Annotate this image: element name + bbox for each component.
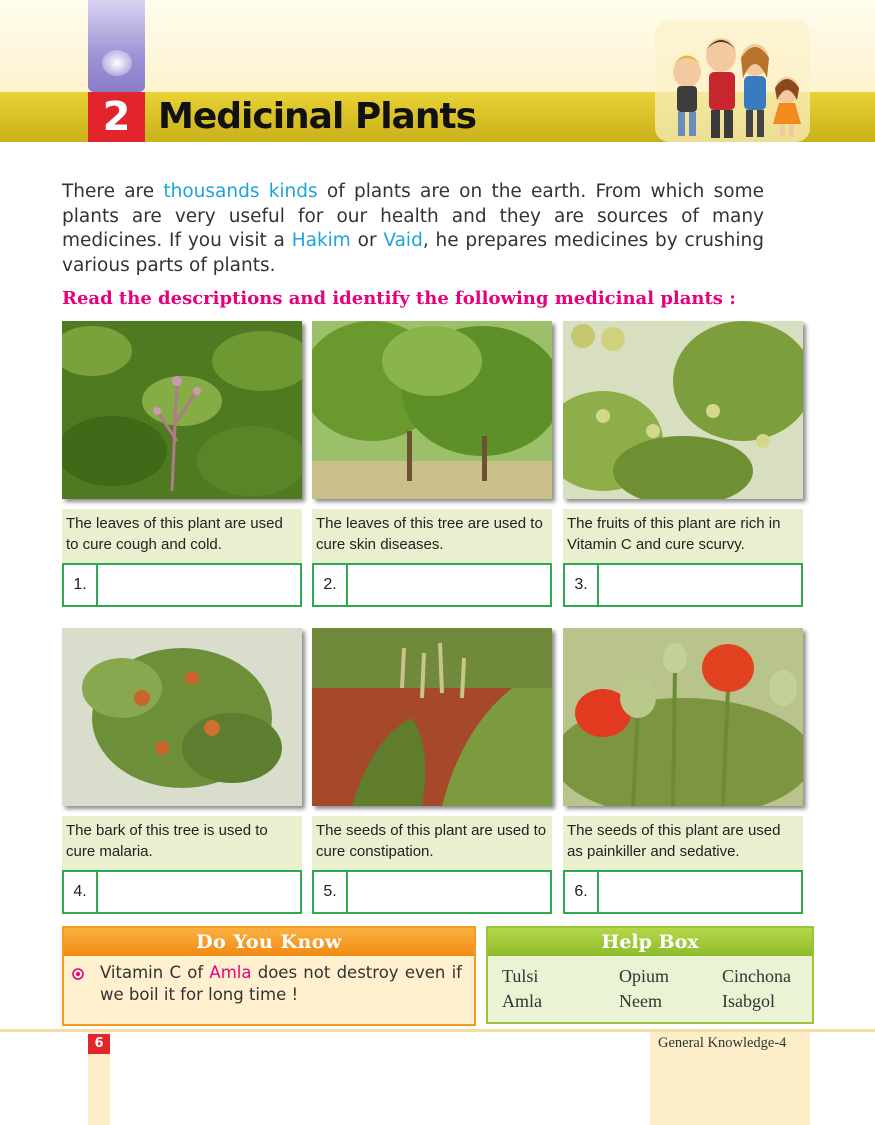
help-word-amla: Amla xyxy=(502,991,542,1011)
cinchona-photo xyxy=(62,628,302,806)
help-box xyxy=(486,926,814,1024)
help-box-title: Help Box xyxy=(488,928,812,956)
dyk-highlight-amla: Amla xyxy=(209,963,252,982)
do-you-know-title: Do You Know xyxy=(64,928,474,956)
do-you-know-text xyxy=(100,962,462,1006)
plant-description-3: The fruits of this plant are rich in Vitamin C and cure scurvy. xyxy=(563,509,803,567)
help-word-tulsi: Tulsi xyxy=(502,966,539,986)
opium-poppy-photo xyxy=(563,628,803,806)
answer-box-3[interactable] xyxy=(563,563,803,607)
tulsi-photo xyxy=(62,321,302,499)
do-you-know-box xyxy=(62,926,476,1026)
plant-description-6: The seeds of this plant are used as painkiller and sedative. xyxy=(563,816,803,874)
amla-photo xyxy=(563,321,803,499)
answer-box-6[interactable] xyxy=(563,870,803,914)
chapter-number: 2 xyxy=(88,92,145,142)
help-word-opium: Opium xyxy=(619,966,670,986)
instruction-heading: Read the descriptions and identify the following medicinal plants : xyxy=(62,288,736,309)
neem-photo xyxy=(312,321,552,499)
plant-description-2: The leaves of this tree are used to cure skin diseases. xyxy=(312,509,552,567)
answer-number-5: 5. xyxy=(314,872,348,912)
answer-number-4: 4. xyxy=(64,872,98,912)
dyk-text-before: Vitamin C of xyxy=(100,963,210,982)
answer-number-3: 3. xyxy=(565,565,599,605)
plant-description-4: The bark of this tree is used to cure malaria. xyxy=(62,816,302,874)
help-word-isabgol: Isabgol xyxy=(722,991,775,1011)
book-name: General Knowledge-4 xyxy=(658,1035,787,1051)
intro-text-1: There are xyxy=(62,181,164,202)
help-word-cinchona: Cinchona xyxy=(722,966,791,986)
answer-box-1[interactable] xyxy=(62,563,302,607)
chapter-tab xyxy=(88,0,145,92)
answer-number-6: 6. xyxy=(565,872,599,912)
intro-highlight-hakim: Hakim xyxy=(291,230,351,251)
bullet-icon xyxy=(72,968,84,980)
isabgol-photo xyxy=(312,628,552,806)
chapter-title: Medicinal Plants xyxy=(158,96,477,137)
intro-text-2: of plants are on the earth. From which some plants are very useful for our health and they are sources of many medicines. If you visit a xyxy=(62,181,764,251)
intro-highlight-vaid: Vaid xyxy=(383,230,423,251)
tab-glow xyxy=(102,50,132,76)
plant-description-5: The seeds of this plant are used to cure constipation. xyxy=(312,816,552,874)
intro-highlight-thousands: thousands kinds xyxy=(163,181,318,202)
answer-box-4[interactable] xyxy=(62,870,302,914)
answer-box-2[interactable] xyxy=(312,563,552,607)
dyk-text-after: does not destroy even if we boil it for long time ! xyxy=(100,963,462,1004)
page-number: 6 xyxy=(88,1034,110,1054)
family-illustration xyxy=(655,20,810,142)
answer-number-2: 2. xyxy=(314,565,348,605)
answer-number-1: 1. xyxy=(64,565,98,605)
intro-text-3: or xyxy=(350,230,384,251)
intro-text-4: , he prepares medicines by crushing various parts of plants. xyxy=(62,230,764,276)
intro-paragraph xyxy=(62,180,764,278)
help-word-neem: Neem xyxy=(619,991,662,1011)
plant-description-1: The leaves of this plant are used to cure cough and cold. xyxy=(62,509,302,567)
answer-box-5[interactable] xyxy=(312,870,552,914)
